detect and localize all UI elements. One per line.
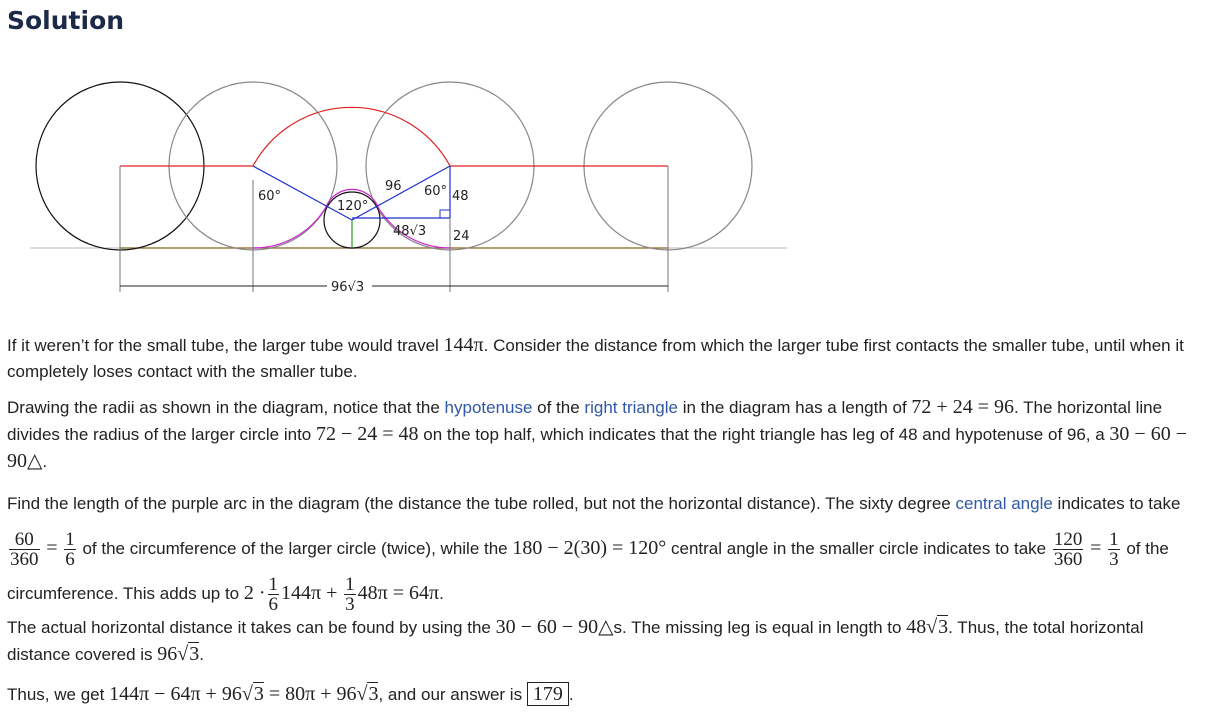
label-angle-right: 60° bbox=[424, 184, 448, 199]
label-leg-horizontal: 48√3 bbox=[393, 224, 427, 239]
label-bottom-length: 96√3 bbox=[331, 280, 365, 295]
label-angle-left: 60° bbox=[258, 189, 282, 204]
fraction: $\frac{1}{6}$ bbox=[268, 574, 279, 616]
label-radius: 96 bbox=[385, 179, 402, 194]
label-angle-small: 120° bbox=[337, 199, 369, 214]
rolling-tubes-diagram bbox=[0, 78, 800, 308]
right-triangle-link[interactable]: right triangle bbox=[584, 398, 678, 417]
fraction: $\frac{1}{6}$ bbox=[65, 529, 75, 571]
fraction: $\frac{1}{3}$ bbox=[1109, 529, 1119, 571]
label-leg-vertical: 48 bbox=[452, 189, 469, 204]
paragraph-1: If it weren’t for the small tube, the larger tube would travel 144π. Consider the distance from which the larger tube first contacts the smaller tube, until when it completely loses contact with the smaller tube. bbox=[7, 334, 1184, 381]
fraction: $\frac{60}{360}$ bbox=[10, 529, 39, 571]
paragraph-2: Drawing the radii as shown in the diagram, notice that the hypotenuse of the right triangle in the diagram has a length of 72 + 24 = 96. The horizontal line divides the radius of the larger circle into 72 − 24 = 48 on the top half, which indicates that the right triangle has leg of 48 and hypotenuse of 96, a 30 − 60 − 90△. bbox=[7, 396, 1187, 472]
solution-heading: Solution bbox=[7, 6, 125, 35]
paragraph-5: Thus, we get 144π − 64π + 96√3 = 80π + 96√3, and our answer is 179 . bbox=[7, 683, 574, 705]
central-angle-link[interactable]: central angle bbox=[955, 494, 1053, 513]
fraction: $\frac{120}{360}$ bbox=[1053, 529, 1083, 571]
fraction: $\frac{1}{3}$ bbox=[345, 574, 355, 616]
math: 144π bbox=[443, 334, 484, 356]
label-segment: 24 bbox=[453, 229, 470, 244]
center-path-arc bbox=[253, 107, 450, 166]
hypotenuse-link[interactable]: hypotenuse bbox=[444, 398, 533, 417]
paragraph-4: The actual horizontal distance it takes can be found by using the 30 − 60 − 90△s. The missing leg is equal in length to 48√3. Thus, the total horizontal distance covered is 96√3. bbox=[7, 616, 1144, 665]
answer-box: 179 bbox=[527, 682, 569, 706]
paragraph-3: Find the length of the purple arc in the diagram (the distance the tube rolled, but not the horizontal distance). The sixty degree central angle indicates to take $\frac{60}{360}$ = $\frac{1}{6}$ of the circumference of the larger circle (twice), while the 180 − 2(30) = 120° central angle in the smaller circle indicates to take $\frac{120}{360}$ = $\frac{1}{3}$ of the circumference. This adds up to 2 · $\frac{1}{6}$ 144π + $\frac{1}{3}$ 48π = 64π. bbox=[7, 494, 1181, 616]
right-angle-mark bbox=[440, 210, 450, 218]
